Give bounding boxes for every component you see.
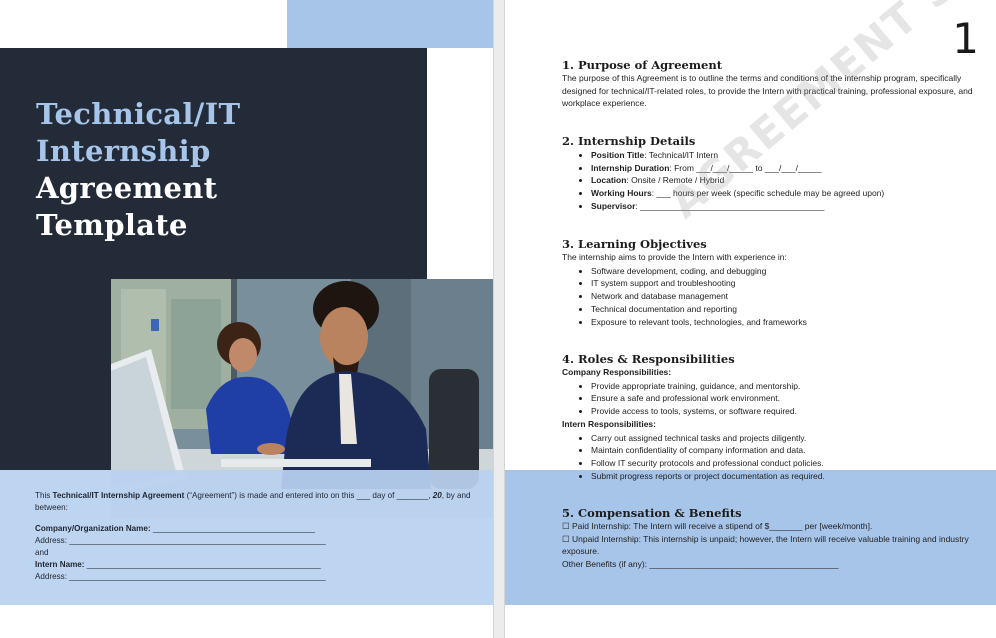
unpaid-internship-option[interactable]: ☐ Unpaid Internship: This internship is unpaid; however, the Intern will receive valuable training and industry exposure. [562,533,969,557]
cover-title [36,96,240,244]
company-responsibilities-list [562,380,982,418]
intro-suffix: , by and between: [35,491,471,512]
title-line-2: Internship [36,134,211,168]
heading-internship-details: 2. Internship Details [562,134,696,148]
intro-middle: (“Agreement”) is made and entered into on this ___ day of _______, [184,491,433,500]
agreement-page [504,0,996,638]
other-benefits-field[interactable]: Other Benefits (if any): ________________________________________ [562,559,839,570]
objective-item: • Technical documentation and reporting [591,303,982,316]
intern-address-field[interactable]: Address: _________________________________________________________ [35,572,326,581]
responsibility-item: • Provide access to tools, systems, or software required. [591,405,982,418]
intern-name-field[interactable] [35,559,475,571]
top-accent-bar [287,0,493,48]
section-roles [562,352,982,482]
company-name-field[interactable] [35,523,475,535]
title-panel-lower [0,280,111,470]
company-name-label: Company/Organization Name: [35,524,151,533]
section-compensation [562,506,982,571]
heading-roles: 4. Roles & Responsibilities [562,352,735,366]
title-line-3: Agreement [36,171,218,205]
title-line-4: Template [36,208,188,242]
detail-item: • Supervisor: _______________________________________ [591,200,982,213]
heading-compensation: 5. Compensation & Benefits [562,506,742,520]
company-address-field[interactable]: Address: _________________________________________________________ [35,536,326,545]
company-name-line: ____________________________________ [150,524,315,533]
responsibility-item: • Carry out assigned technical tasks and projects diligently. [591,432,982,445]
objectives-intro: The internship aims to provide the Intern with experience in: [562,252,787,262]
detail-item: • Internship Duration: From ___/___/_____ to ___/___/_____ [591,162,982,175]
intro-prefix: This [35,491,53,500]
title-line-1: Technical/IT [36,97,241,131]
objectives-list [562,265,982,329]
responsibility-item: • Maintain confidentiality of company information and data. [591,444,982,457]
detail-item: • Position Title: Technical/IT Intern [591,149,982,162]
cover-page [0,0,494,638]
heading-purpose: 1. Purpose of Agreement [562,58,723,72]
intern-responsibilities-list [562,432,982,483]
intro-year: 20 [432,491,442,500]
intern-name-line: ____________________________________________________ [84,560,321,569]
responsibility-item: • Ensure a safe and professional work environment. [591,392,982,405]
company-responsibilities-label: Company Responsibilities: [562,367,672,377]
page-number: 1 [952,14,979,63]
responsibility-item: • Submit progress reports or project documentation as required. [591,470,982,483]
objective-item: • IT system support and troubleshooting [591,277,982,290]
responsibility-item: • Follow IT security protocols and professional conduct policies. [591,457,982,470]
objective-item: • Software development, coding, and debugging [591,265,982,278]
and-connector: and [35,548,49,557]
intern-name-label: Intern Name: [35,560,85,569]
detail-item: • Location: Onsite / Remote / Hybrid [591,174,982,187]
intern-responsibilities-label: Intern Responsibilities: [562,418,656,429]
objective-item: • Exposure to relevant tools, technologies, and frameworks [591,316,982,329]
paid-internship-option[interactable]: ☐ Paid Internship: The Intern will receive a stipend of $_______ per [week/month]. [562,521,873,531]
section-learning-objectives [562,237,982,328]
intro-bold: Technical/IT Internship Agreement [52,491,185,500]
purpose-body: The purpose of this Agreement is to outline the terms and conditions of the internship program, specifically designed for technical/IT-related roles, to provide the Intern with practical training, professional exposure, and workplace experience. [562,73,973,109]
parties-section [35,490,475,583]
intro-sentence [35,490,475,514]
detail-item: • Working Hours: ___ hours per week (specific schedule may be agreed upon) [591,187,982,200]
objective-item: • Network and database management [591,290,982,303]
heading-learning-objectives: 3. Learning Objectives [562,237,707,251]
responsibility-item: • Provide appropriate training, guidance, and mentorship. [591,380,982,393]
